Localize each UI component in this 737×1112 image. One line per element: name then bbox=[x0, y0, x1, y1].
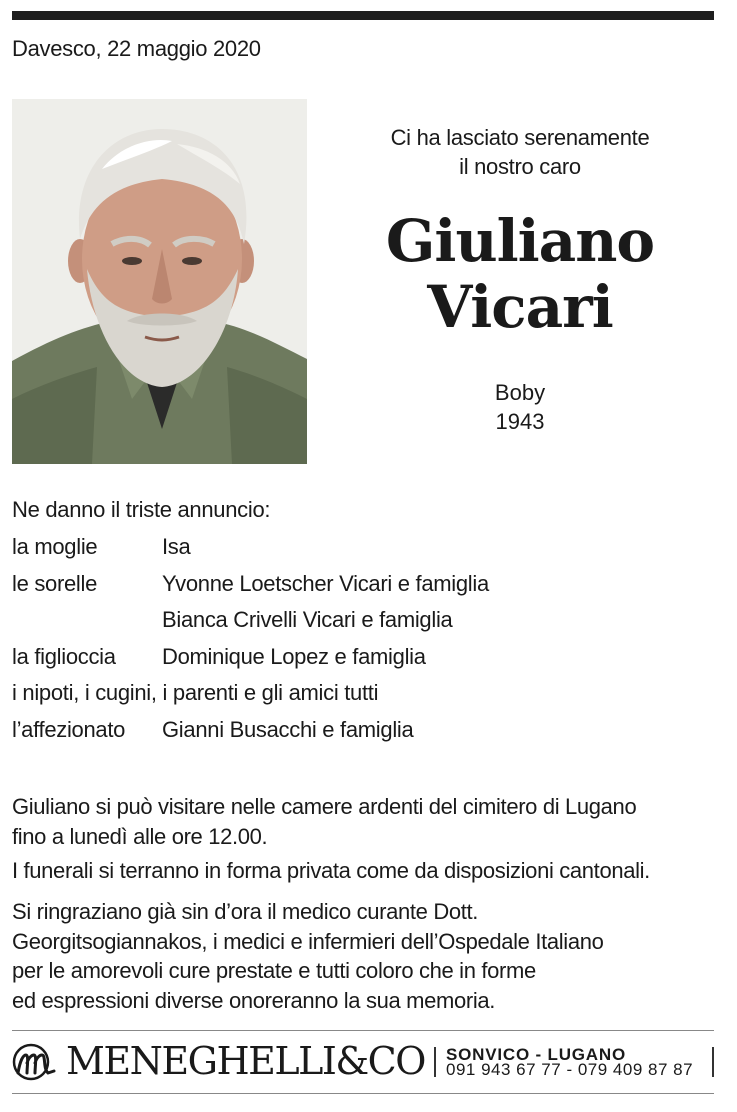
visit-line-1: Giuliano si può visitare nelle camere ardenti del cimitero di Lugano bbox=[12, 794, 637, 819]
top-rule bbox=[12, 11, 714, 20]
family-relation: le sorelle bbox=[12, 570, 98, 596]
portrait-photo bbox=[12, 99, 307, 464]
intro-line-2: il nostro caro bbox=[459, 154, 581, 179]
footer-bottom-rule bbox=[12, 1093, 714, 1094]
deceased-name bbox=[360, 208, 680, 340]
nickname: Boby bbox=[494, 380, 546, 405]
family-row bbox=[12, 530, 712, 567]
family-names: Bianca Crivelli Vicari e famiglia bbox=[162, 607, 453, 632]
footer-divider-end bbox=[712, 1047, 714, 1077]
thanks-line-4: ed espressioni diverse onoreranno la sua memoria. bbox=[12, 987, 496, 1013]
intro-text bbox=[360, 123, 680, 181]
family-names: Dominique Lopez e famiglia bbox=[162, 643, 426, 669]
funeral-paragraph: I funerali si terranno in forma privata come da disposizioni cantonali. bbox=[12, 858, 650, 883]
family-row bbox=[12, 676, 712, 713]
thanks-paragraph bbox=[12, 897, 603, 1015]
family-row bbox=[12, 640, 712, 677]
nickname-block bbox=[360, 378, 680, 436]
family-names: Gianni Busacchi e famiglia bbox=[162, 716, 414, 742]
footer-top-rule bbox=[12, 1030, 714, 1031]
family-row bbox=[12, 713, 712, 750]
thanks-line-3: per le amorevoli cure prestate e tutti coloro che in forme bbox=[12, 958, 536, 983]
meneghelli-logo-icon bbox=[12, 1043, 56, 1081]
family-list bbox=[12, 530, 712, 749]
intro-line-1: Ci ha lasciato serenamente bbox=[390, 125, 650, 150]
family-relation: la moglie bbox=[12, 534, 98, 559]
thanks-line-2: Georgitsogiannakos, i medici e infermieri dell’Ospedale Italiano bbox=[12, 928, 604, 954]
family-relation: la figlioccia bbox=[12, 643, 116, 669]
brand-name: MENEGHELLI&CO bbox=[66, 1039, 425, 1083]
announcement-heading: Ne danno il triste annuncio: bbox=[12, 497, 271, 522]
place-date: Davesco, 22 maggio 2020 bbox=[12, 36, 261, 61]
footer-divider bbox=[434, 1047, 436, 1077]
family-relation: l’affezionato bbox=[12, 716, 126, 742]
family-row bbox=[12, 603, 712, 640]
visit-line-2: fino a lunedì alle ore 12.00. bbox=[12, 823, 268, 849]
family-row bbox=[12, 567, 712, 604]
thanks-line-1: Si ringraziano già sin d’ora il medico curante Dott. bbox=[12, 899, 479, 924]
visit-paragraph bbox=[12, 792, 636, 851]
family-names: Isa bbox=[162, 534, 191, 559]
birth-year: 1943 bbox=[495, 409, 545, 434]
footer-location: SONVICO - LUGANO bbox=[446, 1045, 626, 1064]
family-relation: i nipoti, i cugini, i parenti e gli amici tutti bbox=[12, 680, 379, 705]
deceased-last-name: Vicari bbox=[427, 273, 613, 341]
deceased-first-name: Giuliano bbox=[385, 207, 655, 275]
footer-phones: 091 943 67 77 - 079 409 87 87 bbox=[446, 1060, 694, 1079]
family-names: Yvonne Loetscher Vicari e famiglia bbox=[162, 570, 489, 596]
